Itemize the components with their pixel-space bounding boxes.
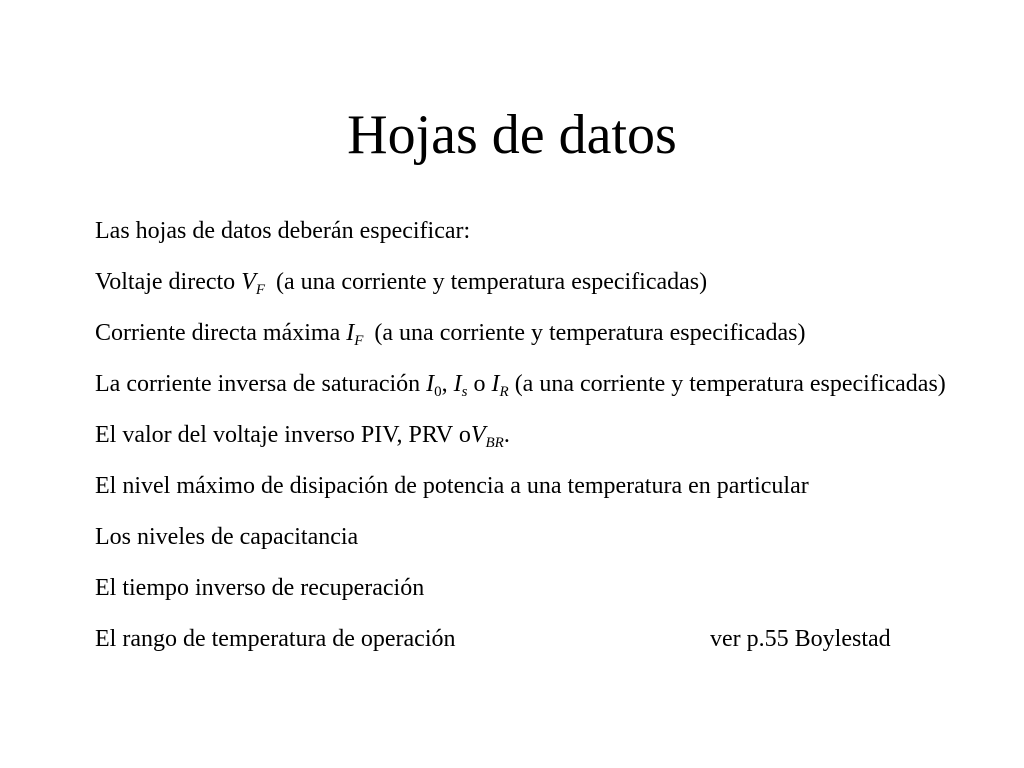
recovery-time-line bbox=[95, 571, 955, 605]
recovery-time-text: El tiempo inverso de recuperación bbox=[95, 575, 425, 601]
intro-line bbox=[95, 214, 955, 248]
forward-voltage-line bbox=[95, 265, 955, 299]
reverse-voltage-text: El valor del voltaje inverso PIV, PRV o bbox=[95, 422, 471, 448]
reverse-saturation-subscript-3: R bbox=[499, 384, 509, 400]
max-forward-current-text: Corriente directa máxima bbox=[95, 320, 341, 346]
capacitance-line bbox=[95, 520, 955, 554]
forward-voltage-condition: (a una corriente y temperatura especificadas) bbox=[276, 269, 708, 295]
forward-voltage-symbol: V bbox=[241, 269, 256, 295]
reverse-saturation-separator-2: o bbox=[473, 371, 486, 397]
slide-body bbox=[95, 214, 955, 673]
reference-note: ver p.55 Boylestad bbox=[710, 626, 891, 652]
power-dissipation-line bbox=[95, 469, 955, 503]
reverse-saturation-condition: (a una corriente y temperatura especificadas) bbox=[514, 371, 946, 397]
max-forward-current-subscript: F bbox=[354, 333, 364, 349]
reverse-saturation-symbol-2: I bbox=[453, 371, 462, 397]
capacitance-text: Los niveles de capacitancia bbox=[95, 524, 359, 550]
reverse-saturation-text: La corriente inversa de saturación bbox=[95, 371, 421, 397]
reverse-voltage-subscript: BR bbox=[485, 435, 504, 451]
slide-title: Hojas de datos bbox=[347, 104, 677, 166]
max-forward-current-condition: (a una corriente y temperatura especificadas) bbox=[374, 320, 806, 346]
temperature-range-line bbox=[95, 622, 955, 656]
reverse-saturation-separator-1: , bbox=[441, 371, 448, 397]
reverse-saturation-subscript-2: s bbox=[461, 384, 468, 400]
reverse-saturation-line bbox=[95, 367, 955, 401]
reverse-voltage-line bbox=[95, 418, 955, 452]
max-forward-current-line bbox=[95, 316, 955, 350]
reverse-voltage-end: . bbox=[503, 422, 510, 448]
reverse-saturation-symbol-3: I bbox=[491, 371, 500, 397]
forward-voltage-text: Voltaje directo bbox=[95, 269, 236, 295]
forward-voltage-subscript: F bbox=[255, 282, 266, 298]
power-dissipation-text: El nivel máximo de disipación de potencia a una temperatura en particular bbox=[95, 473, 809, 499]
temperature-range-text: El rango de temperatura de operación bbox=[95, 626, 456, 652]
intro-text: Las hojas de datos deberán especificar: bbox=[95, 218, 471, 244]
reverse-saturation-symbol-1: I bbox=[426, 371, 435, 397]
reverse-saturation-subscript-1: 0 bbox=[434, 384, 442, 400]
max-forward-current-symbol: I bbox=[346, 320, 355, 346]
reverse-voltage-symbol: V bbox=[470, 422, 486, 448]
